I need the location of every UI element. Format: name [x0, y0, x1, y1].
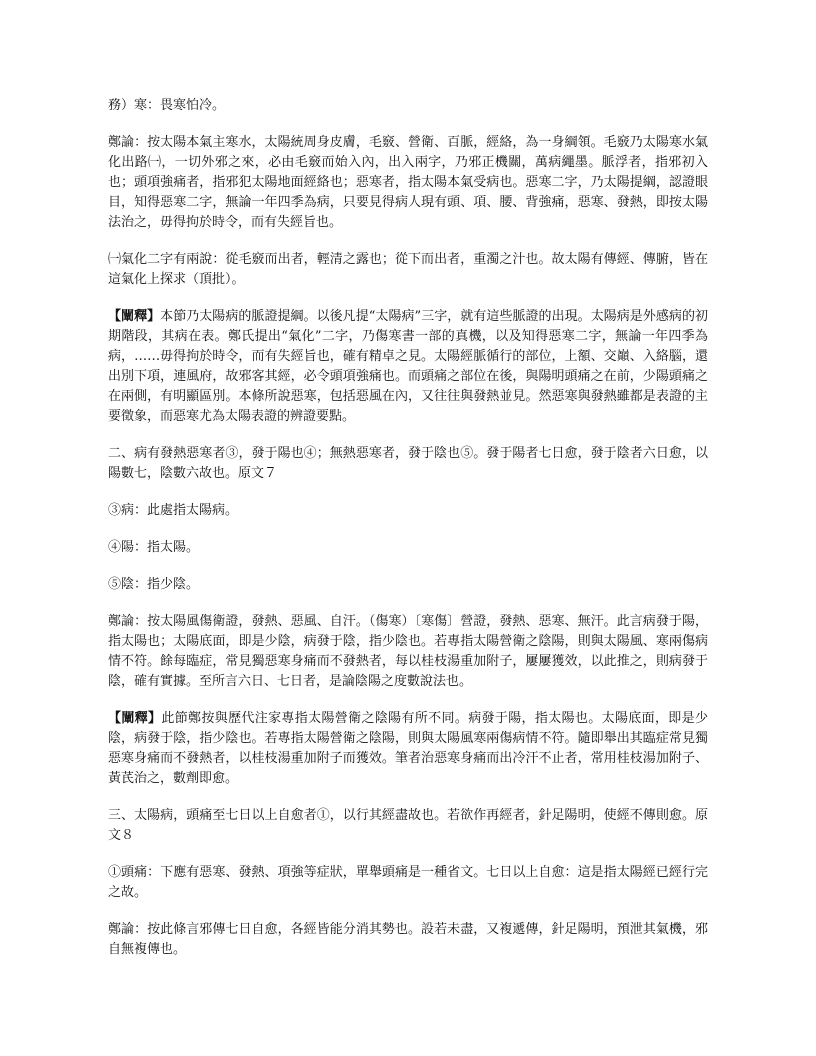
paragraph-text: ⑤陰：指少陰。 — [108, 577, 200, 592]
paragraph-note-1 — [108, 863, 708, 903]
paragraph-continuation — [108, 96, 708, 116]
paragraph-zheng-commentary-1 — [108, 133, 708, 233]
paragraph-text: 務）寒：畏寒怕冷。 — [108, 98, 226, 113]
paragraph-text: ㈠氣化二字有兩說：從毛竅而出者，輕清之露也；從下而出者，重濁之汁也。故太陽有傳經、傳腑，皆在這氣化上探求（頂批）。 — [108, 252, 708, 287]
paragraph-text: 鄭論：按此條言邪傳七日自愈，各經皆能分消其勢也。設若未盡，又複遞傳，針足陽明，預泄其氣機，邪自無複傳也。 — [108, 922, 708, 957]
explanation-label: 【闡釋】 — [108, 309, 161, 324]
paragraph-zheng-commentary-2 — [108, 612, 708, 692]
paragraph-zheng-commentary-3 — [108, 920, 708, 960]
paragraph-note-3 — [108, 501, 708, 521]
paragraph-footnote-qihua — [108, 250, 708, 290]
paragraph-original-text-7 — [108, 444, 708, 484]
paragraph-text: 三、太陽病，頭痛至七日以上自愈者①，以行其經盡故也。若欲作再經者，針足陽明，使經不傳則愈。原文８ — [108, 808, 708, 843]
document-page — [108, 96, 708, 960]
paragraph-original-text-8 — [108, 806, 708, 846]
paragraph-explanation-1 — [108, 307, 708, 427]
paragraph-text: 鄭論：按太陽風傷衛證，發熱、惡風、自汗。（傷寒）〔寒傷〕營證，發熱、惡寒、無汗。此言病發于陽，指太陽也；太陽底面，即是少陰，病發于陰，指少陰也。若專指太陽營衛之陰陽，則與太陽風、寒兩傷病情不符。餘每臨症，常見獨惡寒身痛而不發熱者，每以桂枝湯重加附子，屢屢獲效，以此推之，則病發于陰，確有實據。至所言六日、七日者，是論陰陽之度數說法也。 — [108, 614, 708, 689]
paragraph-text: 本節乃太陽病的脈證提綱。以後凡提“太陽病”三字，就有這些脈證的出現。太陽病是外感病的初期階段，其病在表。鄭氏提出“氣化”二字，乃傷寒書一部的真機，以及知得惡寒二字，無論一年四季為病，……毋得拘於時令，而有失經旨也，確有精卓之見。太陽經脈循行的部位，上額、交巔、入絡腦，還出別下項，連風府，故邪客其經，必令頭項強痛也。而頭痛之部位在後，與陽明頭痛之在前，少陽頭痛之在兩側，有明顯區別。本條所說惡寒，包括惡風在內，又往往與發熱並見。然惡寒與發熱雖都是表證的主要徵象，而惡寒尤為太陽表證的辨證要點。 — [108, 309, 708, 424]
paragraph-text: 此節鄭按與歷代注家專指太陽營衛之陰陽有所不同。病發于陽，指太陽也。太陽底面，即是少陰，病發于陰，指少陰也。若專指太陽營衛之陰陽，則與太陽風寒兩傷病情不符。隨即舉出其臨症常見獨惡寒身痛而不發熱者，以桂枝湯重加附子而獲效。筆者治惡寒身痛而出冷汗不止者，常用桂枝湯加附子、黃芪治之，數劑即愈。 — [108, 711, 708, 786]
paragraph-text: ④陽：指太陽。 — [108, 540, 200, 555]
paragraph-explanation-2 — [108, 709, 708, 789]
paragraph-text: ③病：此處指太陽病。 — [108, 503, 239, 518]
paragraph-text: ①頭痛：下應有惡寒、發熱、項強等症狀，單舉頭痛是一種省文。七日以上自愈：這是指太陽經已經行完之故。 — [108, 865, 708, 900]
paragraph-note-4 — [108, 538, 708, 558]
explanation-label: 【闡釋】 — [108, 711, 162, 726]
paragraph-text: 二、病有發熱惡寒者③，發于陽也④；無熱惡寒者，發于陰也⑤。發于陽者七日愈，發于陰者六日愈，以陽數七，陰數六故也。原文７ — [108, 446, 708, 481]
paragraph-note-5 — [108, 575, 708, 595]
paragraph-text: 鄭論：按太陽本氣主寒水，太陽統周身皮膚，毛竅、營衛、百脈，經絡，為一身綱領。毛竅乃太陽寒水氣化出路㈠，一切外邪之來，必由毛竅而始入內，出入兩字，乃邪正機關，萬病繩墨。脈浮者，指邪初入也；頭項強痛者，指邪犯太陽地面經絡也；惡寒者，指太陽本氣受病也。惡寒二字，乃太陽提綱，認證眼目，知得惡寒二字，無論一年四季為病，只要見得病人現有頭、項、腰、背強痛，惡寒、發熱，即按太陽法治之，毋得拘於時令，而有失經旨也。 — [108, 135, 708, 230]
